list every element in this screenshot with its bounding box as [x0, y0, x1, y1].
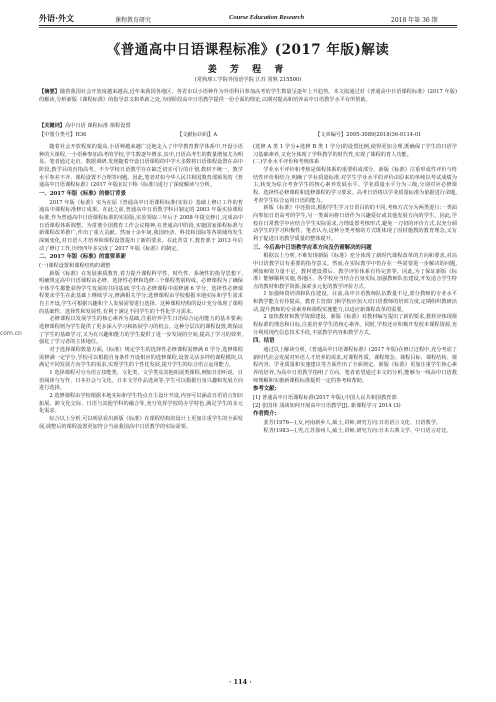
article-no-value: 2095-3089(2018)36-0114-01: [346, 132, 422, 138]
doc-code-value: A: [213, 132, 218, 138]
section-4-paragraph: 通过以上解读分析,《普通高中日语课程标准》(2017 年版)在修订过程中,充分考虑了新时代社会发展对外语人才培养的需求,对课程性质、课程理念、课程目标、课程结构、课程内容、学业质量和实施建议等方面作出了全面规定。新版《标准》更加注重学生核心素养的培养,为高中日语教学指明了方向。笔者希望通过本文的分析,能够为一线高中日语教师理解和实施新课程标准提供一定的参考和帮助。: [253, 347, 457, 384]
section-2-paragraph-6: 综合以上分析,可以明显看出新版《标准》在课程结构的设计上更加注重学生的全面发展,调整后的课程设置更加符合当前我国高中日语教学的实际需要。: [39, 415, 243, 430]
section-2-paragraph-2: 必修课程以发展学生的核心素养为基础,注重培养学生日语综合运用能力的基本要素;选修课程则为学生提供了更多深入学习和拓展学习的机会。这种分层次的课程设置,既保证了学生的基础学习,又为有兴趣和能力的学生提供了进一步发展的空间,提高了学习的效率,强化了学习者的主体地位。: [39, 316, 243, 346]
section-2-paragraph-3: 对于选择课程数量方面,《标准》规定学生的选择性必修课程需修满 6 学分,选修课程需修满一定学分,学校可以根据自身条件开设相应的选修课程,设置灵活多样的课程模块,以满足不同发展方向学生的需求,实现学生的个性化发展,提升学生的综合语言运用能力。: [39, 347, 243, 369]
section-2-paragraph-4: 1 选择课程可分为语言技能类、文化类、文学类及其他拓展类课程,例如日语听说、日语阅读与写作、日本社会与文化、日本文学作品选读等,学生可以根据自身兴趣和发展方向进行选择。: [39, 370, 243, 392]
article-no-label: 【文章编号】: [315, 132, 347, 138]
section-3-paragraph-1: 根据以上分析,不难发现新版《标准》充分体现了新时代课程改革的方向和要求,对高中日语教学具有重要的指导意义。然而,在实际教学中仍存在一些需要进一步解决的问题,例如师资力量不足、教材建设滞后、教学评价体系有待完善等。因此,为了保证新版《标准》能够顺利实施,各地区、各学校应当结合自身实际,加强教师队伍建设,开发适合学生特点的教材和教学资源,探索多元化的教学评价方式。: [253, 253, 457, 290]
section-label: 外语·外文: [39, 14, 75, 23]
reference-item: [2] 张国伟 浅谈如何开展高中日语教学[J]. 新课程学习 2014 (3): [253, 402, 401, 409]
author-affiliation: (常熟理工学院外国语学院 江苏 常熟 215500): [194, 77, 302, 83]
issue-label: 2018 年第 36 期: [391, 17, 438, 24]
doc-code-label: 【文献标识码】: [177, 132, 214, 138]
right-continued-paragraph: (选修 A 类 1 学分+选修 B 类 1 学分)的设置比例,使得更加合理,既确保了学生的日语学习基础素养,又充分体现了学科教学的时代性,实现了课程的育人功能。: [253, 144, 457, 158]
journal-name: Course Education Research: [229, 14, 305, 21]
section-1-paragraph: 2017 年版《标准》实为在原《普通高中日语课程标准(实验)》基础上修订工作的普通高中课程标准修订成果。在此之前,普通高中日语教学科目制定的 2003 年版实验课程标准,作为普通高中日语课程标准的实验版,实验领取三年后于 2008 年提交修订,完成高中日语课程体系调整。为贯彻全国教育工作会议精神,在普通高中阶段,实施国家课程标准与新课程改革推广,作出了重大贡献。然而十余年间,我国经济、科技和国际等各领域均发生深刻变化,对日语人才培养和课程设置提出了新的要求。在此背景下,教育部于 2013 年启动了修订工作,历经四年多完成了 2017 年版《标准》的制定。: [39, 199, 243, 252]
author-info: 姜芳(1976—),女,河南新乡人,硕士,讲师,研究方向:日语语言文化、日语教学。: [263, 419, 442, 426]
section-4-title: 四、结语: [253, 338, 275, 345]
abstract: [39, 88, 457, 104]
classification-line: [39, 131, 457, 138]
section-2b-paragraph-1: 学业水平评价和考核是课程体系的重要组成部分。新版《标准》注重形成性评价与终结性评价相结合,明确了学业质量标准,对学生学业水平的评价由原来的单纯以考试成绩为主,转变为综合考查学生的核心素养发展水平。学业质量水平分为三级,分别对应必修课程、选择性必修课程和选修课程的学习要求。高考日语将以学业质量标准为依据进行命题,考查学生综合运用日语的能力。: [253, 166, 457, 204]
keywords-text: 高中日语 课程标准 课程设置: [64, 123, 131, 129]
section-1-title: 一、2017 年版《标准》的修订背景: [39, 190, 126, 197]
reference-item: [1] 普通高中日语课程标准(2017 年版),中国人民共和国教育部: [253, 395, 397, 401]
side-watermark: com.cn: [0, 330, 22, 337]
references-title: 参考文献:: [253, 386, 277, 393]
section-3-paragraph-2: 1 加强师资培训和队伍建设。目前,高中日语教师队伍数量不足,部分教师的专业水平和教学能力有待提高。教育主管部门和学校应加大对日语教师的培训力度,定期组织教研活动,提升教师的专业素养和课程实施能力,以适应新课程改革的需要。: [253, 291, 457, 313]
article-title: 《普通高中日语课程标准》(2017 年版)解读: [106, 42, 390, 58]
section-3-paragraph-3: 2 加快教材和教学资源建设。新版《标准》对教材编写提出了新的要求,教材应体现课程标准的理念和目标,注重培养学生的核心素养。同时,学校还应积极开发校本课程资源,充分利用现代信息技术手段,丰富教学内容和教学方式。: [253, 314, 457, 336]
section-2-subtitle: (一)课程设置和课程结构的调整: [39, 262, 111, 269]
section-2-paragraph-5: 2 选修课程由学校根据本地实际和学生特点自主设计开设,内容可以涵盖日语语言知识拓展、跨文化交际、日语与其他学科的融合等,充分发挥学校的办学特色,满足学生的多元化需求。: [39, 393, 243, 415]
clc-label: 【中图分类号】: [39, 132, 76, 138]
section-2-title: 二、2017 年版《标准》的重要革新: [39, 254, 126, 261]
author-info-title: 作者简介:: [253, 411, 277, 418]
section-3-title: 三、今后高中日语教学应革方向及仍需解决的问题: [253, 244, 372, 251]
keywords: [39, 122, 457, 129]
header-rule: [39, 25, 457, 26]
author-info: 程青(1983—),男,江苏徐州人,硕士,讲师,研究方向:日本古典文学、中日语言对比。: [263, 427, 452, 434]
column-label: 课程教育研究: [115, 17, 152, 24]
right-column: [253, 144, 457, 435]
abstract-label: 【摘要】: [39, 89, 60, 95]
header-rule-thin: [39, 27, 457, 28]
left-column: [39, 144, 243, 431]
intro-paragraph: 随着社会开放程度的提高,小语种越来越广泛地走入了中学教育教学体系中,开设小语种的大课程,一小语种参加高考的学校,学生数逐年增多,其中,日语高考生的数量增加尤为明显。笔者通过走访、数据调研,发现随着开设日语课程的中学大多数将日语课程设置在高中阶段,教学目的直指高考。不少学校日语教学存在缺乏切实可行的计划,教材不统一、教学水平参差不齐、课程设置不合理等问题。因此,笔者对如今华人民共和国教育部颁发的《普通高中日语课程标准》(2017 年版)(以下称《标准》)进行了深度解读与分析。: [39, 144, 243, 189]
page-number: · 114 ·: [229, 678, 252, 686]
keywords-label: 【关键词】: [39, 123, 65, 129]
section-2b-subtitle: (二)学业水平评价和考核体系: [253, 159, 320, 166]
article-authors: 姜 芳 程 青: [207, 65, 289, 75]
clc-value: H36: [75, 132, 87, 138]
section-2b-paragraph-2: 新版《标准》中还指出,根据学生学习日语目的的不同,考核方式分为两类进行:一类面向参加日语高考的学生,另一类面向将日语作为兴趣爱好或其他发展方向的学生。因此,学校在日常教学中应结合学生实际需求,合理设置考核形式,避免一刀切的评价方式,以充分调动学生的学习积极性。笔者认为,这种分类考核的方式既体现了因材施教的教育理念,又有利于促进日语教学质量的整体提升。: [253, 205, 457, 242]
abstract-text: 随着我国社会开放度越来越高,近年来我国各地区、各省市以小语种作为外语科目参加高考的学生数量呈逐年上升趋势。本文拟通过对《普通高中日语课程标准》(2017 年版)的解读,分析新版《课程标准》的指导意义和革新之处,为现阶段高中日语教学提供一份全面的理论,以期对提高和培养高中日语教学水平有所帮助。: [39, 89, 457, 104]
section-2-paragraph-1: 新版《标准》在发展素质教育,着力提升课程科学性、时代性、系统性的指导思想下,明确规定高中日语课程由必修、选择性必修和选修三个课程类别构成。必修课程为了确保全体学生都能获得学生发展的共同基础,学生在必修课程中需修满 6 学分。选择性必修课程要求学生在此基础上继续学习,修满相关学分;选修课程由学校根据本地实际和学生需求自主开设,学生可根据兴趣和个人发展需要进行选择。这种课程结构的设计充分体现了课程的基础性、选择性和发展性,有利于满足不同学生的个性化学习需求。: [39, 270, 243, 315]
